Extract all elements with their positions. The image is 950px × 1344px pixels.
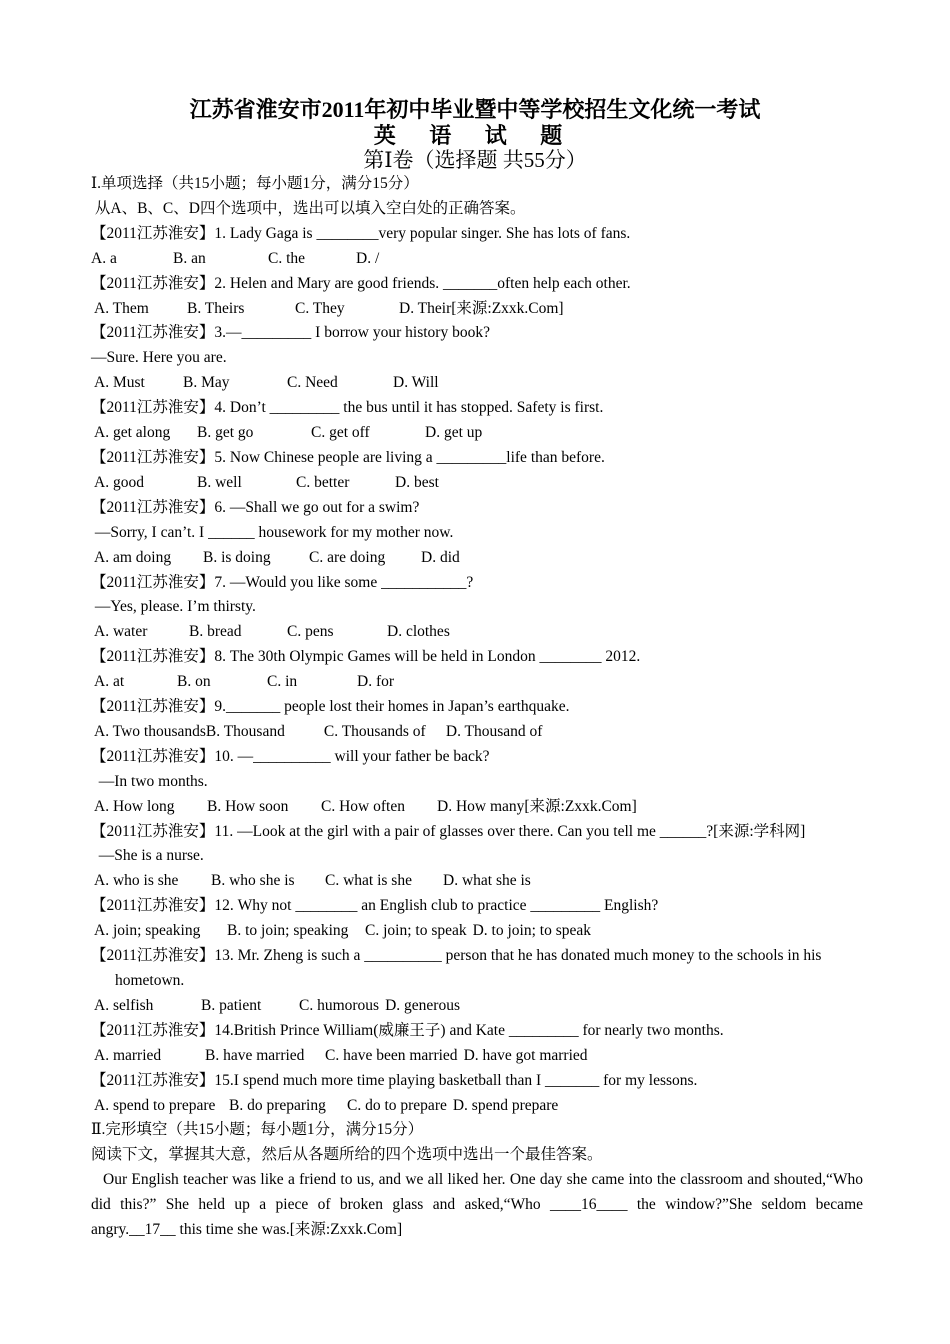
section-title: 第Ⅰ卷（选择题 共55分） [363,148,587,172]
option-d: D. clothes [387,623,450,641]
option-row [91,620,863,645]
question-stem: 【2011江苏淮安】1. Lady Gaga is ________very popular singer. She has lots of fans. [91,224,631,242]
option-b: B. Theirs [187,299,245,317]
question-reply: —In two months. [91,772,208,790]
option-c: C. pens [287,623,334,641]
option-c: C. in [267,673,298,691]
option-d: D. have got married [463,1046,588,1064]
question-stem: 【2011江苏淮安】5. Now Chinese people are living a _________life than before. [91,448,605,466]
option-b: B. How soon [207,797,289,815]
option-c: C. the [268,249,306,267]
option-b: B. is doing [203,548,271,566]
question-reply: —Sorry, I can’t. I ______ housework for my mother now. [91,523,454,541]
option-b: B. Thousand [205,722,285,740]
option-d: D. / [356,249,380,267]
option-b: B. on [177,673,211,691]
option-row [91,1094,863,1119]
question-reply: —Yes, please. I’m thirsty. [91,598,256,616]
option-b: B. well [197,473,242,491]
part2-instruction: 阅读下文，掌握其大意，然后从各题所给的四个选项中选出一个最佳答案。 [91,1146,603,1164]
question-5 [91,446,863,496]
question-stem: 【2011江苏淮安】10. —__________ will your father be back? [91,747,490,765]
question-4 [91,396,863,446]
option-row [91,371,863,396]
subject-title: 英 语 试 题 [373,123,577,148]
question-stem: 【2011江苏淮安】12. Why not ________ an English club to practice _________ English? [91,897,659,915]
option-a: A. join; speaking [91,922,201,940]
question-stem: 【2011江苏淮安】2. Helen and Mary are good friends. _______often help each other. [91,274,631,292]
option-a: A. a [91,249,117,267]
option-row [91,869,863,894]
cloze-passage: Our English teacher was like a friend to us, and we all liked her. One day she came into the classroom and shouted,“Who did this?” She held up a piece of broken glass and asked,“Who ____16____ the window?”She seldom became angry.__17__ this time she was.[来源:Zxxk.Com] [91,1171,863,1239]
question-stem: 【2011江苏淮安】3.—_________ I borrow your history book? [91,324,490,342]
option-a: A. good [91,473,144,491]
option-c: C. humorous [299,996,380,1014]
option-b: B. patient [201,996,262,1014]
question-stem: 【2011江苏淮安】14.British Prince William(威廉王子) and Kate _________ for nearly two months. [91,1021,724,1039]
question-6 [91,496,863,571]
question-13 [91,944,863,1019]
question-3 [91,321,863,396]
option-row [91,994,863,1019]
question-10 [91,745,863,820]
option-d: D. best [395,473,439,491]
option-b: B. an [173,249,206,267]
option-b: B. get go [197,424,254,442]
option-row [91,297,863,322]
option-d: D. to join; to speak [472,922,592,940]
question-9 [91,695,863,745]
part2-heading: Ⅱ.完形填空（共15小题；每小题1分，满分15分） [91,1121,424,1139]
question-stem: 【2011江苏淮安】4. Don’t _________ the bus until it has stopped. Safety is first. [91,399,604,417]
question-2 [91,272,863,322]
option-d: D. get up [425,424,483,442]
option-a: A. spend to prepare [91,1096,216,1114]
option-row [91,421,863,446]
option-d: D. Will [393,374,439,392]
option-c: C. better [296,473,350,491]
part1-heading: Ⅰ.单项选择（共15小题；每小题1分，满分15分） [91,175,419,192]
option-b: B. to join; speaking [227,922,349,940]
option-row [91,670,863,695]
option-a: A. am doing [91,548,172,566]
part1-instruction: 从A、B、C、D四个选项中，选出可以填入空白处的正确答案。 [91,199,526,217]
option-a: A. Two thousands [91,722,206,740]
question-11 [91,820,863,895]
option-a: A. Must [91,374,145,392]
option-row [91,1044,863,1069]
option-a: A. water [91,623,148,641]
option-a: A. who is she [91,872,179,890]
option-b: B. have married [205,1046,305,1064]
option-c: C. Need [287,374,338,392]
option-row [91,247,863,272]
option-row [91,471,863,496]
exam-content [91,172,863,1243]
option-d: D. How many[来源:Zxxk.Com] [437,797,637,815]
option-row [91,795,863,820]
option-d: D. Their[来源:Zxxk.Com] [399,299,564,317]
option-a: A. selfish [91,996,154,1014]
question-stem: 【2011江苏淮安】7. —Would you like some ___________? [91,573,474,591]
question-reply: —She is a nurse. [91,847,204,865]
option-c: C. get off [311,424,370,442]
option-a: A. married [91,1046,162,1064]
question-reply: —Sure. Here you are. [91,349,227,367]
option-b: B. do preparing [229,1096,326,1114]
option-d: D. for [357,673,395,691]
option-d: D. what she is [443,872,531,890]
option-b: B. who she is [211,872,295,890]
question-stem: 【2011江苏淮安】8. The 30th Olympic Games will be held in London ________ 2012. [91,648,641,666]
option-b: B. May [183,374,230,392]
option-a: A. at [91,673,125,691]
question-list [91,222,863,1119]
question-15 [91,1069,863,1119]
question-7 [91,571,863,646]
exam-title: 江苏省淮安市2011年初中毕业暨中等学校招生文化统一考试 [189,97,761,122]
question-12 [91,894,863,944]
option-row [91,720,863,745]
option-d: D. did [421,548,460,566]
option-c: C. Thousands of [323,722,426,740]
question-stem: 【2011江苏淮安】11. —Look at the girl with a pair of glasses over there. Can you tell me ______?[来源:学科网] [91,822,806,840]
option-c: C. They [295,299,345,317]
question-stem: 【2011江苏淮安】9._______ people lost their homes in Japan’s earthquake. [91,698,570,716]
option-c: C. do to prepare [347,1096,447,1114]
option-row [91,919,863,944]
option-b: B. bread [189,623,242,641]
option-d: D. spend prepare [452,1096,559,1114]
option-d: D. Thousand of [445,722,543,740]
option-c: C. join; to speak [365,922,467,940]
question-stem: 【2011江苏淮安】13. Mr. Zheng is such a __________ person that he has donated much money to the schools in his hometown. [91,947,822,989]
question-stem: 【2011江苏淮安】15.I spend much more time playing basketball than I _______ for my lessons. [91,1071,698,1089]
option-c: C. what is she [325,872,412,890]
question-1 [91,222,863,272]
option-row [91,546,863,571]
option-d: D. generous [385,996,460,1014]
question-stem: 【2011江苏淮安】6. —Shall we go out for a swim? [91,498,420,516]
option-c: C. How often [321,797,405,815]
option-a: A. get along [91,424,171,442]
option-c: C. have been married [325,1046,458,1064]
question-8 [91,645,863,695]
question-14 [91,1019,863,1069]
option-a: A. How long [91,797,175,815]
option-c: C. are doing [309,548,386,566]
option-a: A. Them [91,299,149,317]
